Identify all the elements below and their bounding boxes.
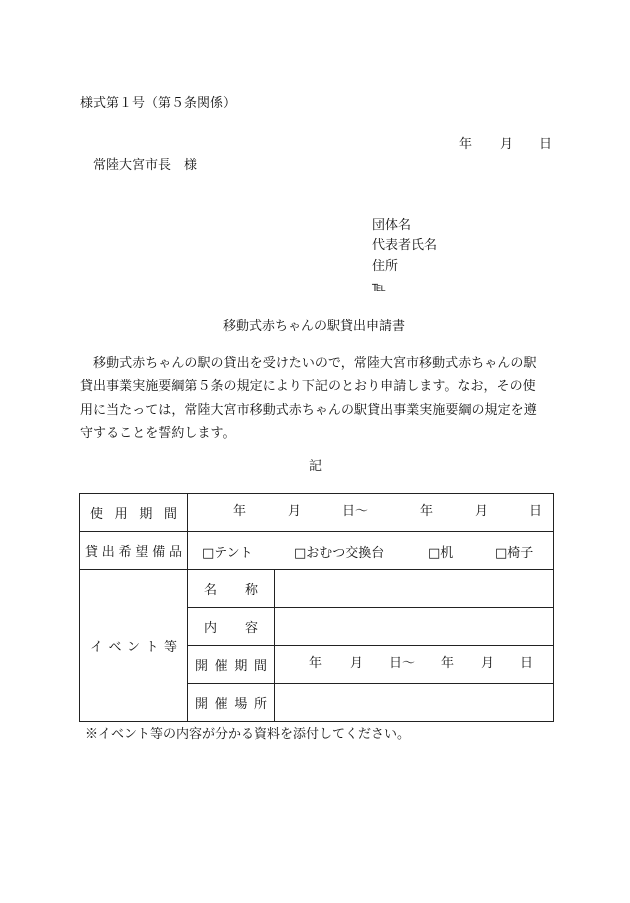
checkbox-tent[interactable]: □テント — [202, 546, 253, 561]
body-line: 移動式赤ちゃんの駅の貸出を受けたいので，常陸大宮市移動式赤ちゃんの駅 — [80, 356, 537, 371]
checkbox-chair[interactable]: □椅子 — [495, 546, 534, 561]
checkbox-desk[interactable]: □机 — [428, 546, 454, 561]
event-place-label-cell: 開 催 場 所 — [188, 684, 275, 722]
checkbox-diaper-table[interactable]: □おむつ交換台 — [294, 546, 385, 561]
table-row — [80, 570, 554, 608]
equipment-label-cell: 貸 出 希 望 備 品 — [80, 532, 188, 570]
body-line: 用に当たっては，常陸大宮市移動式赤ちゃんの駅貸出事業実施要綱の規定を遵 — [80, 402, 537, 418]
document-title: 移動式赤ちゃんの駅貸出申請書 — [223, 319, 406, 334]
application-table — [79, 493, 554, 722]
table-row — [80, 494, 554, 532]
event-content-input[interactable] — [275, 608, 554, 646]
table-row — [80, 532, 554, 570]
event-label-cell: イ ベ ン ト 等 — [80, 570, 188, 722]
event-name-input[interactable] — [275, 570, 554, 608]
body-line: 貸出事業実施要綱第５条の規定により下記のとおり申請します。なお，その使 — [80, 379, 536, 395]
event-dates-input[interactable]: 年 月 日～ 年 月 日 — [275, 646, 554, 684]
event-name-label-cell: 名 称 — [188, 570, 275, 608]
equipment-options-cell — [188, 532, 554, 570]
event-dates-label-cell: 開 催 期 間 — [188, 646, 275, 684]
event-place-input[interactable] — [275, 684, 554, 722]
ki-heading: 記 — [309, 459, 323, 474]
form-number: 様式第１号（第５条関係） — [80, 96, 237, 111]
applicant-representative: 代表者氏名 — [372, 238, 438, 253]
applicant-org-name: 団体名 — [372, 218, 412, 233]
period-label-cell: 使 用 期 間 — [80, 494, 188, 532]
body-paragraph — [80, 352, 555, 445]
date-year: 年 — [459, 137, 473, 152]
date-month: 月 — [500, 137, 514, 152]
period-value-cell[interactable]: 年 月 日～ 年 月 日 — [188, 494, 554, 532]
applicant-address: 住所 — [372, 259, 399, 274]
addressee: 常陸大宮市長 様 — [93, 158, 198, 173]
date-day: 日 — [539, 137, 553, 152]
footnote: ※イベント等の内容が分かる資料を添付してください。 — [85, 727, 411, 742]
body-line: 守することを誓約します。 — [80, 425, 236, 441]
event-content-label-cell: 内 容 — [188, 608, 275, 646]
applicant-tel: ℡ — [372, 280, 386, 295]
